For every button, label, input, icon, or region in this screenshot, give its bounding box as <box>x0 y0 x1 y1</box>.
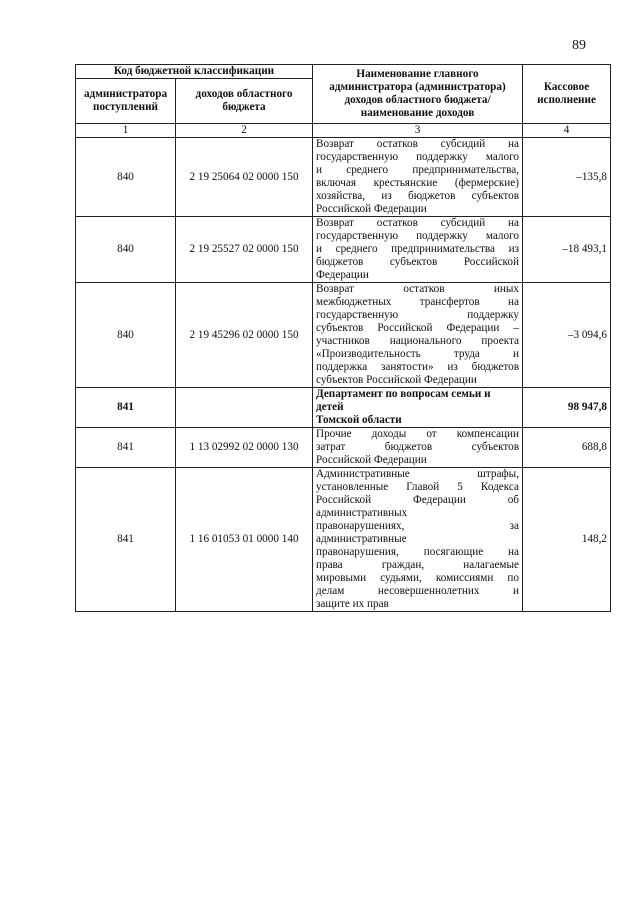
income-name-line: права граждан, налагаемые <box>316 559 519 571</box>
income-name-line: межбюджетных трансфертов на <box>316 296 519 308</box>
income-name-line: и среднего предпринимательства, <box>316 164 519 176</box>
income-name-line: административных <box>316 507 408 519</box>
cash-execution-cell: 98 947,8 <box>523 388 611 428</box>
column-number: 2 <box>176 124 313 138</box>
income-name-line: включая крестьянские (фермерские) <box>316 177 519 189</box>
cash-execution-cell: 148,2 <box>523 468 611 612</box>
income-name-line: правонарушениях, за <box>316 520 519 532</box>
income-name-cell <box>313 468 523 612</box>
income-name-line: Российской Федерации <box>316 454 427 466</box>
income-name-line: мировыми судьями, комиссиями по <box>316 572 519 584</box>
admin-code-cell: 840 <box>76 217 176 283</box>
table-row <box>76 283 611 388</box>
cash-execution-cell: 688,8 <box>523 428 611 468</box>
income-name-line: поддержка занятости» из бюджетов <box>316 361 519 373</box>
income-name-line: Департамент по вопросам семьи и <box>316 388 491 400</box>
admin-code-cell: 841 <box>76 388 176 428</box>
income-name-line: Прочие доходы от компенсации <box>316 428 519 440</box>
cash-execution-cell: –135,8 <box>523 138 611 217</box>
income-name-line: защите их прав <box>316 598 389 610</box>
income-name-line: государственную поддержку малого <box>316 151 519 163</box>
income-name-line: Российской Федерации <box>316 203 427 215</box>
income-code-cell: 2 19 45296 02 0000 150 <box>176 283 313 388</box>
income-name-line: субъектов Российской Федерации <box>316 374 477 386</box>
income-name-line: Федерации <box>316 269 369 281</box>
income-name-line: делам несовершеннолетних и <box>316 585 519 597</box>
income-name-line: субъектов Российской Федерации – <box>316 322 519 334</box>
income-name-line: административные <box>316 533 407 545</box>
column-number: 4 <box>523 124 611 138</box>
table-row <box>76 468 611 612</box>
page-number: 89 <box>572 38 586 53</box>
income-name-line: и среднего предпринимательства из <box>316 243 519 255</box>
cash-execution-cell: –3 094,6 <box>523 283 611 388</box>
table-row <box>76 428 611 468</box>
header-admin-code: администратора поступлений <box>76 79 176 124</box>
income-code-cell: 1 13 02992 02 0000 130 <box>176 428 313 468</box>
income-name-line: Возврат остатков субсидий на <box>316 138 519 150</box>
budget-table <box>75 64 611 612</box>
income-name-line: Возврат остатков иных <box>316 283 519 295</box>
admin-code-cell: 840 <box>76 283 176 388</box>
income-name-line: затрат бюджетов субъектов <box>316 441 519 453</box>
income-name-line: Возврат остатков субсидий на <box>316 217 519 229</box>
header-cash-execution: Кассовое исполнение <box>523 65 611 124</box>
admin-code-cell: 841 <box>76 428 176 468</box>
income-code-cell: 2 19 25064 02 0000 150 <box>176 138 313 217</box>
income-name-line: Административные штрафы, <box>316 468 519 480</box>
income-name-line: установленные Главой 5 Кодекса <box>316 481 519 493</box>
income-name-cell <box>313 428 523 468</box>
admin-code-cell: 840 <box>76 138 176 217</box>
table-row <box>76 217 611 283</box>
income-name-line: детей <box>316 401 344 413</box>
income-code-cell: 2 19 25527 02 0000 150 <box>176 217 313 283</box>
income-name-line: участников национального проекта <box>316 335 519 347</box>
header-name: Наименование главного администратора (администратора) доходов областного бюджета/ наименование доходов <box>313 65 523 124</box>
income-name-cell <box>313 138 523 217</box>
income-name-line: бюджетов субъектов Российской <box>316 256 519 268</box>
column-number: 3 <box>313 124 523 138</box>
income-name-line: государственную поддержку <box>316 309 519 321</box>
table-row <box>76 388 611 428</box>
income-name-line: «Производительность труда и <box>316 348 519 360</box>
income-name-line: государственную поддержку малого <box>316 230 519 242</box>
income-name-cell <box>313 283 523 388</box>
column-number: 1 <box>76 124 176 138</box>
header-income-code: доходов областного бюджета <box>176 79 313 124</box>
cash-execution-cell: –18 493,1 <box>523 217 611 283</box>
income-name-line: хозяйства, из бюджетов субъектов <box>316 190 519 202</box>
income-name-line: Томской области <box>316 414 402 426</box>
income-code-cell <box>176 388 313 428</box>
table-row <box>76 138 611 217</box>
admin-code-cell: 841 <box>76 468 176 612</box>
column-numbers-row <box>76 124 611 138</box>
income-code-cell: 1 16 01053 01 0000 140 <box>176 468 313 612</box>
income-name-line: правонарушения, посягающие на <box>316 546 519 558</box>
income-name-cell <box>313 217 523 283</box>
header-budget-classification: Код бюджетной классификации <box>76 65 313 79</box>
income-name-line: Российской Федерации об <box>316 494 519 506</box>
income-name-cell <box>313 388 523 428</box>
